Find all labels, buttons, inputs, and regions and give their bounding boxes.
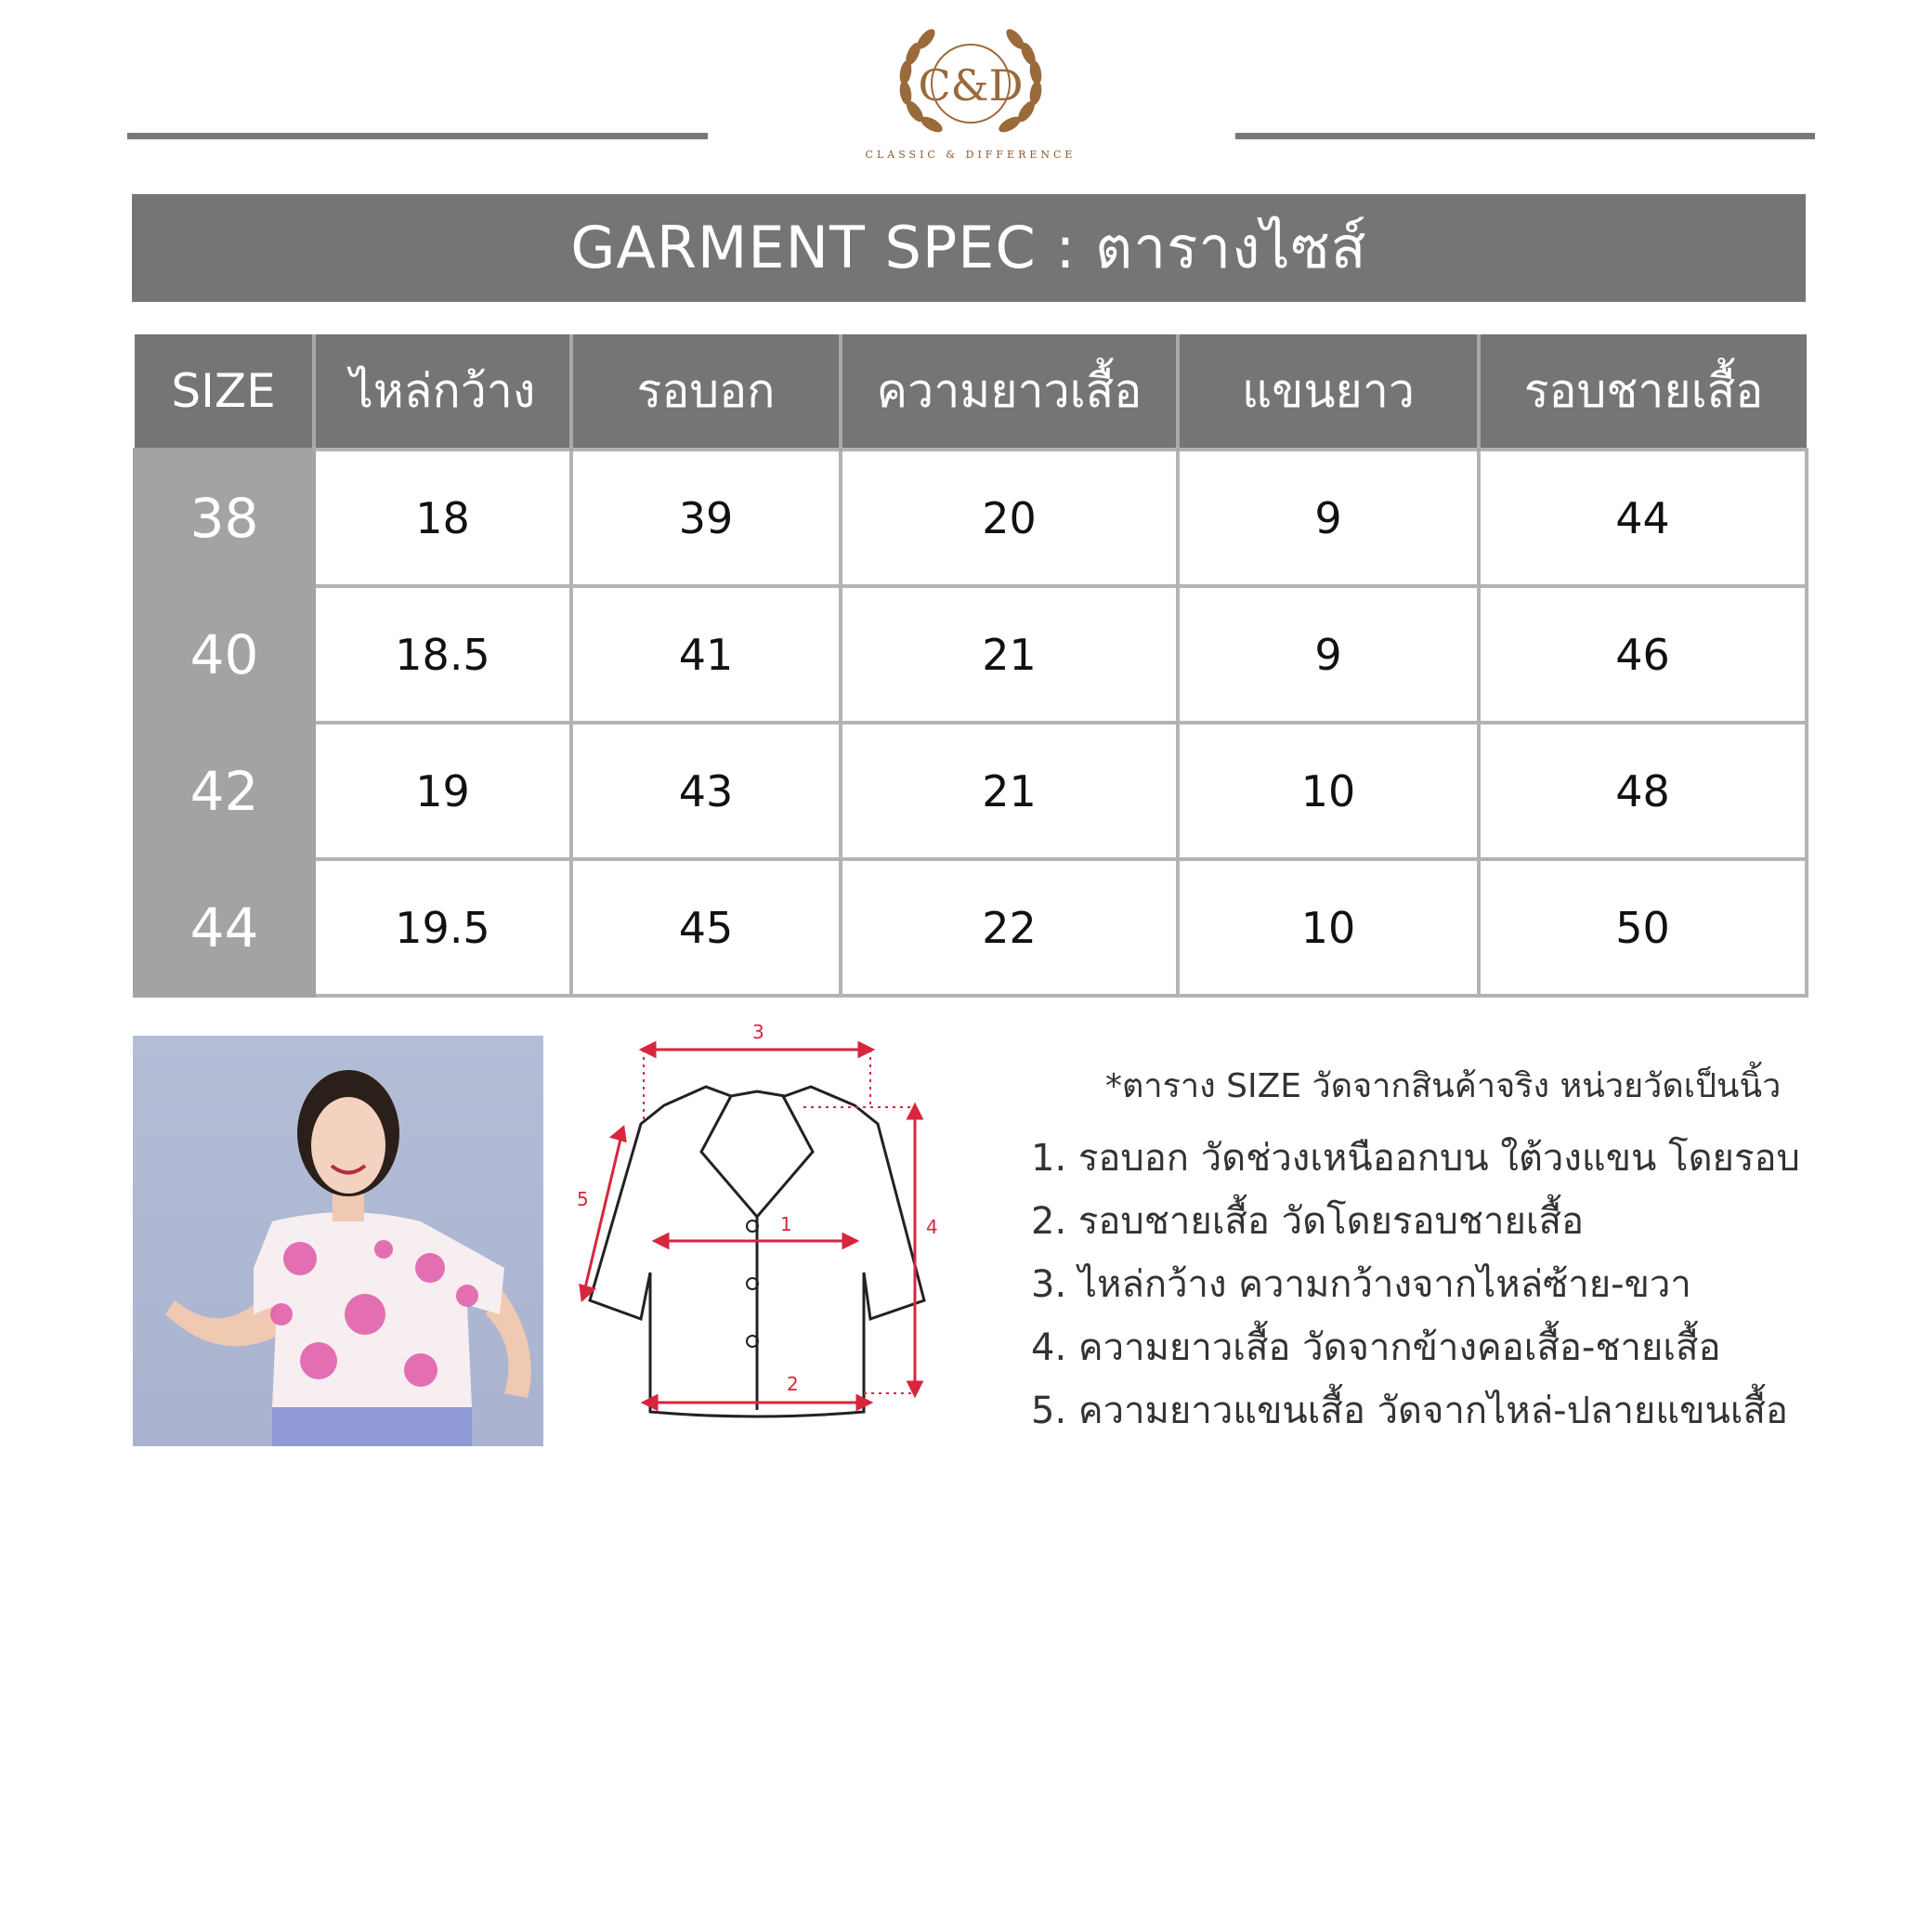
top-rule-right [1235,133,1815,139]
diagram-label: 1 [780,1213,792,1235]
laurel-wreath-icon [887,11,1054,150]
diagram-label: 5 [577,1188,589,1210]
table-cell: 50 [1479,859,1807,996]
measurement-diagram [571,1022,943,1430]
table-cell: 21 [841,586,1178,723]
table-cell: 22 [841,859,1178,996]
top-rule-left [127,133,708,139]
model-photo [133,1036,543,1446]
note-item: 4. ความยาวเสื้อ วัดจากข้างคอเสื้อ-ชายเสื้อ [1031,1326,1721,1369]
table-row [135,859,1807,996]
header-sleeve: แขนยาว [1178,334,1479,450]
size-cell: 42 [135,723,314,859]
size-cell: 38 [135,450,314,586]
table-row [135,586,1807,723]
header-length: ความยาวเสื้อ [841,334,1178,450]
table-cell: 44 [1479,450,1807,586]
table-cell: 10 [1178,859,1479,996]
note-item: 5. ความยาวแขนเสื้อ วัดจากไหล่-ปลายแขนเสื้อ [1031,1390,1788,1432]
table-cell: 18 [314,450,571,586]
svg-text:C&D: C&D [918,60,1024,111]
size-cell: 40 [135,586,314,723]
brand-logo [865,11,1077,161]
header-shoulder: ไหล่กว้าง [314,334,571,450]
diagram-label: 4 [926,1216,938,1238]
size-table [133,334,1808,998]
note-item: 2. รอบชายเสื้อ วัดโดยรอบชายเสื้อ [1031,1200,1585,1243]
shirt-outline-icon [590,1087,924,1416]
table-cell: 20 [841,450,1178,586]
table-cell: 10 [1178,723,1479,859]
table-cell: 46 [1479,586,1807,723]
measurement-arrows [581,1043,921,1409]
note-item: 3. ไหล่กว้าง ความกว้างจากไหล่ซ้าย-ขวา [1031,1263,1691,1306]
table-cell: 19 [314,723,571,859]
table-header-row [135,334,1807,450]
measurement-notes [1031,1059,1848,1442]
size-cell: 44 [135,859,314,996]
table-cell: 18.5 [314,586,571,723]
table-cell: 9 [1178,586,1479,723]
note-item: 1. รอบอก วัดช่วงเหนืออกบน ใต้วงแขน โดยรอบ [1031,1137,1800,1180]
diagram-label: 3 [752,1022,764,1043]
header-hem: รอบชายเสื้อ [1479,334,1807,450]
header-chest: รอบอก [571,334,841,450]
table-row [135,450,1807,586]
table-row [135,723,1807,859]
header-size: SIZE [135,334,314,450]
diagram-label: 2 [787,1373,799,1395]
page-title: GARMENT SPEC : ตารางไซส์ [132,194,1806,302]
table-cell: 43 [571,723,841,859]
table-cell: 19.5 [314,859,571,996]
brand-tagline: CLASSIC & DIFFERENCE [865,149,1077,161]
table-cell: 41 [571,586,841,723]
model-illustration [133,1036,543,1446]
notes-header: *ตาราง SIZE วัดจากสินค้าจริง หน่วยวัดเป็นนิ้ว [1105,1067,1782,1105]
table-cell: 21 [841,723,1178,859]
table-cell: 39 [571,450,841,586]
table-cell: 48 [1479,723,1807,859]
table-cell: 9 [1178,450,1479,586]
table-cell: 45 [571,859,841,996]
